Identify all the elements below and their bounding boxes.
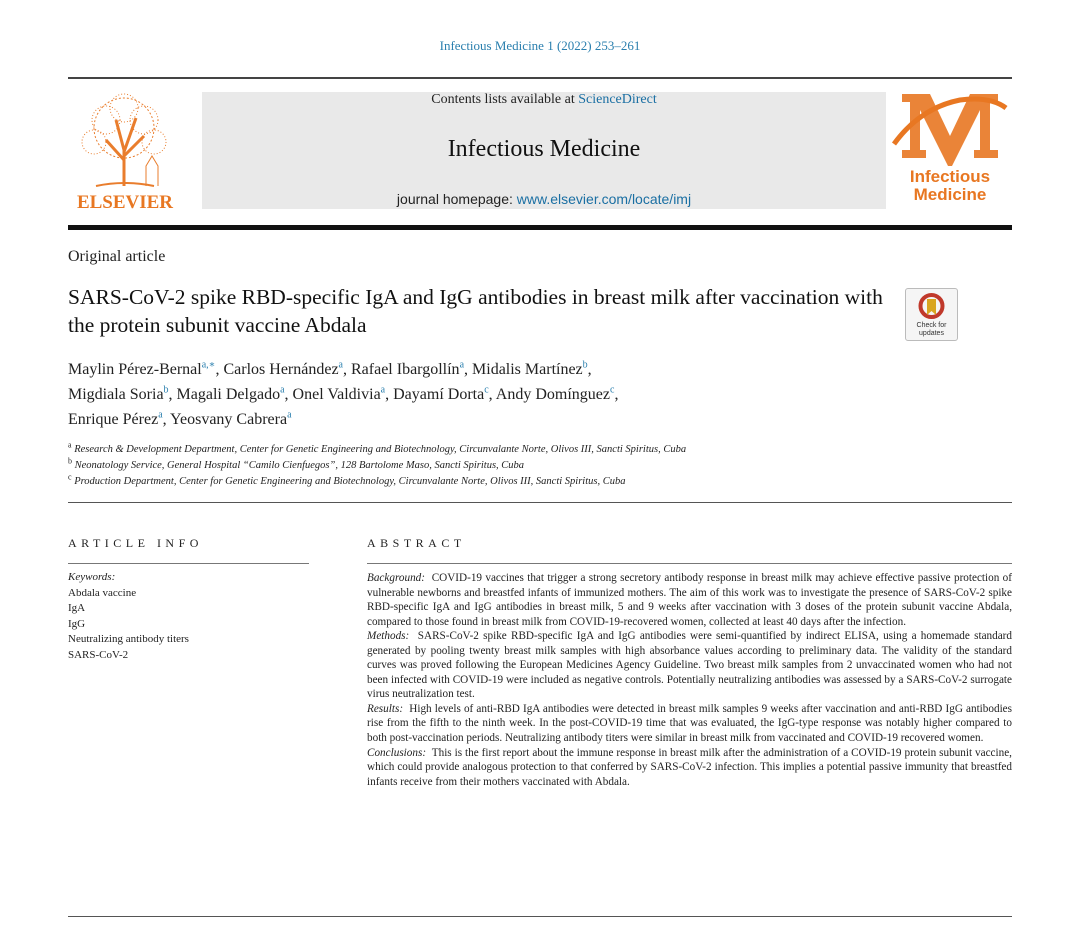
- abstract-background: Background: COVID-19 vaccines that trigger a strong secretory antibody response in breast milk may achieve effective passive protection of vulnerable newborns and breastfed infants of immunized mothers. The aim of this work was to investigate the presence of SARS-CoV-2 spike RBD-specific IgA and IgG antibodies in breast milk, 5 and 9 weeks after vaccination with 3 doses of the protein subunit vaccine Abdala, compared to those found in breast milk from COVID-19-recovered women, collected at least 40 days after the infection.: [367, 572, 1012, 628]
- author[interactable]: Yeosvany Cabrera$^a$: [170, 409, 292, 428]
- journal-reference[interactable]: Infectious Medicine 1 (2022) 253–261: [439, 38, 641, 53]
- top-divider: [68, 77, 1012, 79]
- affiliation: $^b$ Neonatology Service, General Hospital “Camilo Cienfuegos”, 128 Bartolome Maso, Sancti Spiritus, Cuba: [68, 456, 525, 471]
- abstract-results: Results: High levels of anti-RBD IgA antibodies were detected in breast milk samples 9 weeks after vaccination and anti-RBD IgG antibodies rise from the fifth to the ninth week. In the post-COVID-19 time that was evaluated, the IgG-type response was notably higher compared to both post-vaccination periods. Neutralizing antibody titers were similar in breast milk from vaccinated and COVID-19 recovered women.: [367, 702, 1012, 745]
- logo-word-1: Infectious: [909, 167, 991, 186]
- author[interactable]: Magali Delgado$^a$: [176, 384, 285, 403]
- author[interactable]: Maylin Pérez-Bernal$^{a,∗}$: [68, 359, 216, 378]
- keyword[interactable]: Abdala vaccine: [68, 586, 137, 599]
- contents-prefix: Contents lists available at: [431, 92, 579, 107]
- author[interactable]: Andy Domínguez$^c$: [495, 384, 615, 403]
- article-type: Original article: [68, 248, 166, 265]
- check-updates-text-1: Check for: [916, 322, 947, 329]
- keyword[interactable]: SARS-CoV-2: [68, 648, 129, 661]
- affiliation: $^a$ Research & Development Department, Center for Genetic Engineering and Biotechnology, Circunvalante Norte, Olivos III, Sancti Spiritus, Cuba: [68, 440, 687, 455]
- elsevier-wordmark: ELSEVIER: [76, 192, 174, 213]
- keywords-block: [68, 570, 308, 663]
- results-label: Results:: [367, 702, 404, 715]
- homepage-link[interactable]: www.elsevier.com/locate/imj: [516, 191, 692, 207]
- article-info-heading: ARTICLE INFO: [68, 536, 203, 550]
- sciencedirect-link[interactable]: ScienceDirect: [578, 92, 657, 107]
- homepage-prefix: journal homepage:: [396, 191, 517, 207]
- article-title: SARS-CoV-2 spike RBD-specific IgA and IgG antibodies in breast milk after vaccination with the protein subunit vaccine Abdala: [68, 285, 883, 337]
- conclusions-label: Conclusions:: [367, 746, 427, 759]
- header-thick-divider: [68, 225, 1012, 230]
- keyword[interactable]: IgA: [68, 602, 86, 614]
- affiliations: [68, 442, 968, 490]
- author[interactable]: Migdiala Soria$^b$: [68, 384, 169, 403]
- methods-label: Methods:: [367, 630, 410, 643]
- abstract-methods: Methods: SARS-CoV-2 spike RBD-specific IgA and IgG antibodies were semi-quantified by indirect ELISA, using a homemade standard generated by pooling twenty breast milk samples with high absorbance values according to preliminary data. The validity of the standard curves was proved following the European Medicines Agency Guideline. Two breast milk samples from 2 unvaccinated women who had not been infected with COVID-19 were included as negative controls. Potentially neutralizing antibodies was assessed by a SARS-CoV-2 surrogate virus neutralization test.: [367, 630, 1013, 701]
- abstract-body: [367, 571, 1012, 789]
- homepage-line: [202, 191, 886, 207]
- author[interactable]: Rafael Ibargollín$^a$: [351, 359, 465, 378]
- abstract-divider: [367, 563, 1012, 564]
- keyword[interactable]: Neutralizing antibody titers: [68, 633, 189, 645]
- author[interactable]: Midalis Martínez$^b$: [472, 359, 588, 378]
- section-divider: [68, 502, 1012, 503]
- infectious-medicine-logo[interactable]: [890, 88, 1010, 203]
- author[interactable]: Carlos Hernández$^a$: [223, 359, 343, 378]
- abstract-conclusions: Conclusions: This is the first report about the immune response in breast milk after the administration of a COVID-19 protein subunit vaccine, which could provide analogous protection to that conferred by SARS-CoV-2 infection. This implies a potential passive immunity that breastfed infants receive from their mothers vaccinated with Abdala.: [367, 746, 1012, 788]
- contents-line: [202, 92, 886, 108]
- bottom-divider: [68, 916, 1012, 917]
- affiliation: $^c$ Production Department, Center for Genetic Engineering and Biotechnology, Circunvalante Norte, Olivos III, Sancti Spiritus, Cuba: [68, 472, 626, 487]
- elsevier-logo[interactable]: [66, 90, 184, 214]
- author[interactable]: Enrique Pérez$^a$: [68, 409, 163, 428]
- author[interactable]: Onel Valdivia$^a$: [292, 384, 386, 403]
- article-info-divider: [68, 563, 309, 564]
- journal-title: Infectious Medicine: [447, 136, 641, 162]
- keyword[interactable]: IgG: [68, 617, 86, 630]
- abstract-heading: ABSTRACT: [367, 536, 466, 550]
- check-for-updates-button[interactable]: [905, 288, 958, 341]
- check-updates-text-2: updates: [919, 330, 944, 337]
- author[interactable]: Dayamí Dorta$^c$: [393, 384, 489, 403]
- background-label: Background:: [367, 572, 425, 584]
- author-list: Maylin Pérez-Bernal$^{a,∗}$, Carlos Hernández$^a$, Rafael Ibargollín$^a$, Midalis Martínez$^b$, Migdiala Soria$^b$, Magali Delgado$^a$, Onel Valdivia$^a$, Dayamí Dorta$^c$, Andy Domínguez$^c$, Enrique Pérez$^a$, Yeosvany Cabrera$^a$: [68, 359, 619, 428]
- keywords-label: Keywords:: [68, 571, 116, 583]
- logo-word-2: Medicine: [913, 185, 987, 203]
